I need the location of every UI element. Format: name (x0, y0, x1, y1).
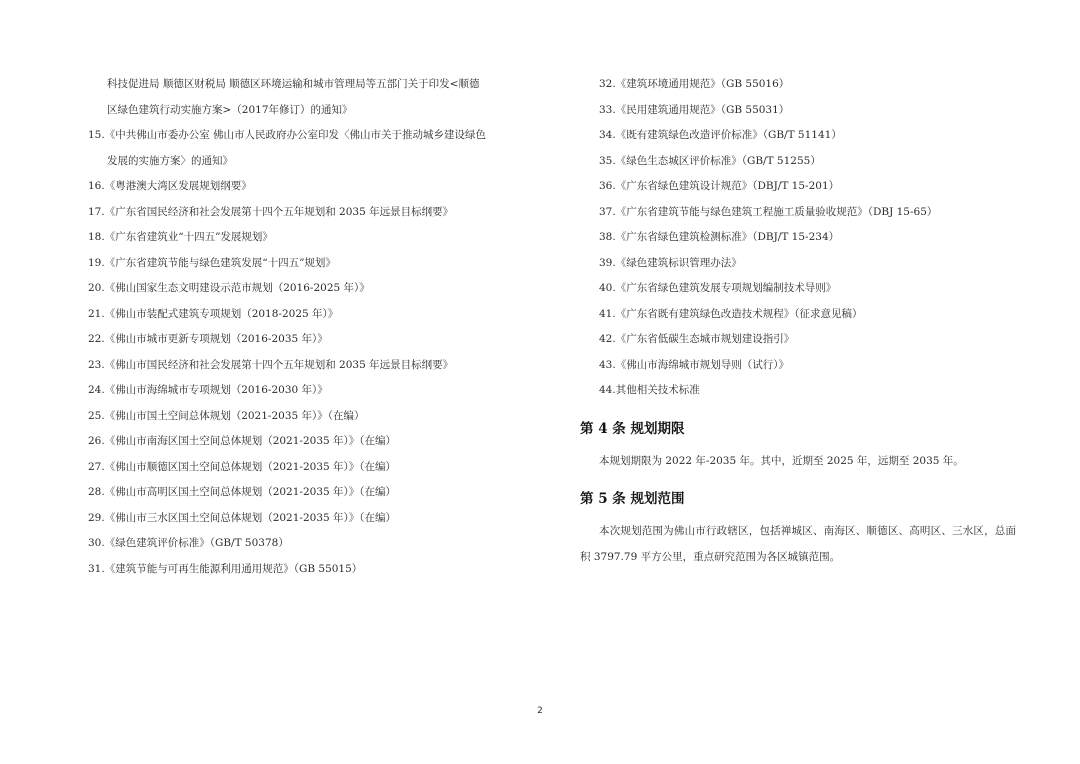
reference-item-line: 15.《中共佛山市委办公室 佛山市人民政府办公室印发〈佛山市关于推动城乡建设绿色 (88, 129, 487, 141)
reference-item: 23.《佛山市国民经济和社会发展第十四个五年规划和 2035 年远景目标纲要》 (88, 358, 454, 371)
reference-item: 39.《绿色建筑标识管理办法》 (599, 256, 742, 269)
reference-item: 29.《佛山市三水区国土空间总体规划（2021-2035 年）》（在编） (88, 511, 397, 524)
article-4-heading: 第 4 条 规划期限 (580, 420, 685, 437)
reference-item: 40.《广东省绿色建筑发展专项规划编制技术导则》 (599, 282, 837, 294)
reference-item: 38.《广东省绿色建筑检测标准》（DBJ/T 15-234） (599, 231, 840, 243)
reference-item: 25.《佛山市国土空间总体规划（2021-2035 年）》（在编） (88, 409, 365, 422)
reference-item: 30.《绿色建筑评价标准》（GB/T 50378） (88, 537, 289, 549)
reference-item-continued: 科技促进局 顺德区财税局 顺德区环境运输和城市管理局等五部门关于印发<顺德 (107, 78, 480, 90)
reference-item: 35.《绿色生态城区评价标准》（GB/T 51255） (599, 154, 821, 167)
reference-item: 17.《广东省国民经济和社会发展第十四个五年规划和 2035 年远景目标纲要》 (88, 205, 454, 218)
reference-item: 28.《佛山市高明区国土空间总体规划（2021-2035 年）》（在编） (88, 486, 397, 498)
reference-item-continued: 区绿色建筑行动实施方案>（2017年修订）的通知》 (107, 103, 353, 116)
reference-item: 22.《佛山市城市更新专项规划（2016-2035 年）》 (88, 333, 328, 345)
reference-item: 24.《佛山市海绵城市专项规划（2016-2030 年）》 (88, 384, 328, 396)
reference-item: 18.《广东省建筑业“十四五”发展规划》 (88, 231, 273, 243)
reference-item: 41.《广东省既有建筑绿色改造技术规程》（征求意见稿） (599, 307, 863, 320)
article-5-heading: 第 5 条 规划范围 (580, 490, 685, 507)
reference-item: 21.《佛山市装配式建筑专项规划（2018-2025 年）》 (88, 307, 339, 320)
article-5-text: 本次规划范围为佛山市行政辖区，包括禅城区、南海区、顺德区、高明区、三水区，总面积 3797.79 平方公里，重点研究范围为各区城镇范围。 (580, 524, 1016, 563)
reference-item (88, 123, 528, 174)
reference-item: 37.《广东省建筑节能与绿色建筑工程施工质量验收规范》（DBJ 15-65） (599, 205, 938, 218)
article-4-text: 本规划期限为 2022 年-2035 年。其中，近期至 2025 年，远期至 2035 年。 (599, 454, 964, 467)
page-number: 2 (537, 706, 543, 716)
reference-item: 31.《建筑节能与可再生能源利用通用规范》（GB 55015） (88, 562, 363, 575)
reference-list-right (580, 72, 1020, 570)
reference-item-line: 发展的实施方案〉的通知》 (107, 154, 233, 167)
reference-item: 27.《佛山市顺德区国土空间总体规划（2021-2035 年）》（在编） (88, 460, 397, 473)
reference-item: 36.《广东省绿色建筑设计规范》（DBJ/T 15-201） (599, 180, 840, 192)
reference-item: 20.《佛山国家生态文明建设示范市规划（2016-2025 年）》 (88, 282, 370, 294)
reference-item: 16.《粤港澳大湾区发展规划纲要》 (88, 180, 252, 192)
reference-item: 43.《佛山市海绵城市规划导则（试行）》 (599, 358, 789, 371)
reference-item: 32.《建筑环境通用规范》（GB 55016） (599, 78, 790, 90)
reference-item: 42.《广东省低碳生态城市规划建设指引》 (599, 333, 795, 345)
reference-item: 26.《佛山市南海区国土空间总体规划（2021-2035 年）》（在编） (88, 435, 397, 447)
reference-item: 34.《既有建筑绿色改造评价标准》（GB/T 51141） (599, 129, 842, 141)
reference-item: 44.其他相关技术标准 (599, 384, 700, 396)
reference-list-left (88, 72, 528, 582)
reference-item: 33.《民用建筑通用规范》（GB 55031） (599, 103, 790, 116)
reference-item: 19.《广东省建筑节能与绿色建筑发展“十四五”规划》 (88, 256, 336, 269)
